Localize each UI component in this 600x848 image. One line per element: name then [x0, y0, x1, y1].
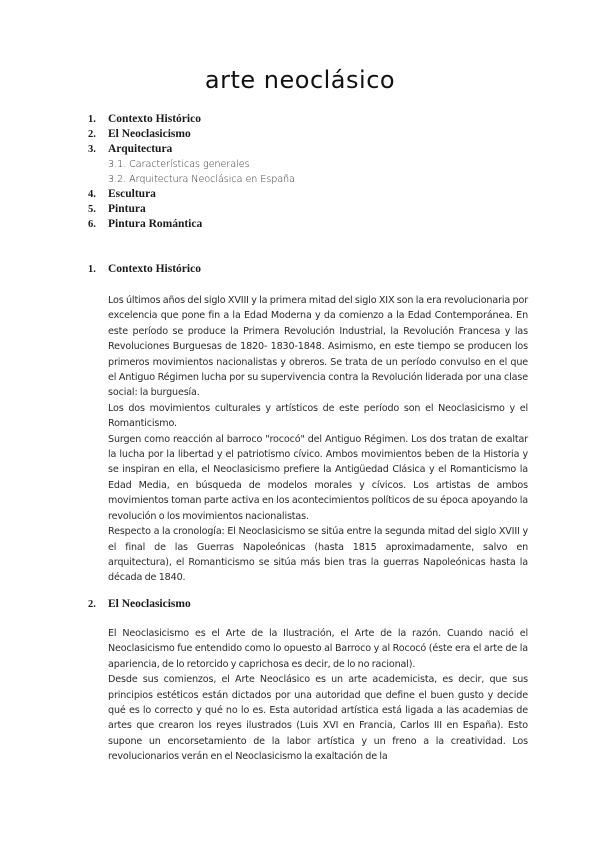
table-of-contents — [88, 112, 508, 232]
toc-item-label: Pintura Romántica — [108, 218, 203, 230]
paragraph: Respecto a la cronología: El Neoclasicismo se sitúa entre la segunda mitad del siglo XVIII y el final de las Guerras Napoleónicas (hasta 1815 aproximadamente, salvo en arquitectura), el Romanticismo se sitúa más bien tras la guerras Napoleónicas hasta la década de 1840. — [108, 526, 528, 584]
toc-item-label: El Neoclasicismo — [108, 128, 191, 140]
section-title: El Neoclasicismo — [108, 598, 191, 610]
toc-item-label: Arquitectura — [108, 143, 173, 155]
toc-item[interactable] — [88, 202, 508, 217]
section-el-neoclasicismo — [88, 598, 528, 610]
paragraph: Los dos movimientos culturales y artísticos de este período son el Neoclasicismo y el Romanticismo. — [108, 402, 528, 430]
document-title: arte neoclásico — [204, 66, 396, 94]
toc-item-label: Pintura — [108, 203, 146, 215]
section-title: Contexto Histórico — [108, 263, 201, 275]
paragraph: Surgen como reacción al barroco "rococó" del Antiguo Régimen. Los dos tratan de exaltar la lucha por la libertad y el patriotismo cívico. Ambos movimientos beben de la Historia y se inspiran en ella, el Neoclasicismo prefiere la Antigüedad Clásica y el Romanticismo la Edad Media, en búsqueda de modelos morales y cívicos. Los artistas de ambos movimientos toman parte activa en los acontecimientos políticos de su época apoyando la revolución o los movimientos nacionalistas. — [108, 433, 528, 522]
section-body — [108, 626, 528, 765]
toc-subitem[interactable]: 3.2. Arquitectura Neoclásica en España — [108, 174, 295, 185]
section-number: 2. — [88, 599, 96, 610]
toc-item-number: 2. — [88, 129, 96, 140]
toc-item[interactable] — [88, 217, 508, 232]
toc-item-number: 5. — [88, 204, 96, 215]
toc-item[interactable] — [88, 112, 508, 127]
section-heading — [88, 263, 528, 275]
toc-item-number: 1. — [88, 114, 96, 125]
toc-item-number: 4. — [88, 189, 96, 200]
section-body — [108, 293, 528, 586]
toc-item-label: Contexto Histórico — [108, 113, 201, 125]
paragraph: Desde sus comienzos, el Arte Neoclásico es un arte academicista, es decir, que sus principios estéticos están dictados por una autoridad que define el buen gusto y decide qué es lo correcto y qué no lo es. Esta autoridad artística está ligada a las academias de artes que crearon los reyes ilustrados (Luis XVI en Francia, Carlos III en España). Esto supone un encorsetamiento de la labor artística y un freno a la creatividad. Los revolucionarios verán en el Neoclasicismo la exaltación de la — [108, 674, 528, 763]
toc-subitem[interactable]: 3.1. Características generales — [108, 159, 250, 170]
toc-item-label: Escultura — [108, 188, 156, 200]
toc-item[interactable] — [88, 127, 508, 142]
toc-item[interactable] — [88, 142, 508, 157]
section-contexto-historico — [88, 263, 528, 275]
toc-item[interactable] — [88, 187, 508, 202]
toc-item-number: 3. — [88, 144, 96, 155]
toc-item-number: 6. — [88, 219, 96, 230]
paragraph: El Neoclasicismo es el Arte de la Ilustración, el Arte de la razón. Cuando nació el Neoclasicismo fue entendido como lo opuesto al Barroco y al Rococó (éste era el arte de la apariencia, de lo retorcido y caprichosa es decir, de lo no racional). — [108, 628, 528, 670]
section-heading — [88, 598, 528, 610]
section-number: 1. — [88, 264, 96, 275]
paragraph: Los últimos años del siglo XVIII y la primera mitad del siglo XIX son la era revolucionaria por excelencia que pone fin a la Edad Moderna y da comienzo a la Edad Contemporánea. En este período se produce la Primera Revolución Industrial, la Revolución Francesa y las Revoluciones Burguesas de 1820- 1830-1848. Asimismo, en este tiempo se producen los primeros movimientos nacionalistas y obreros. Se trata de un período convulso en el que el Antiguo Régimen lucha por su supervivencia contra la Revolución liderada por una clase social: la burguesía. — [108, 295, 528, 399]
